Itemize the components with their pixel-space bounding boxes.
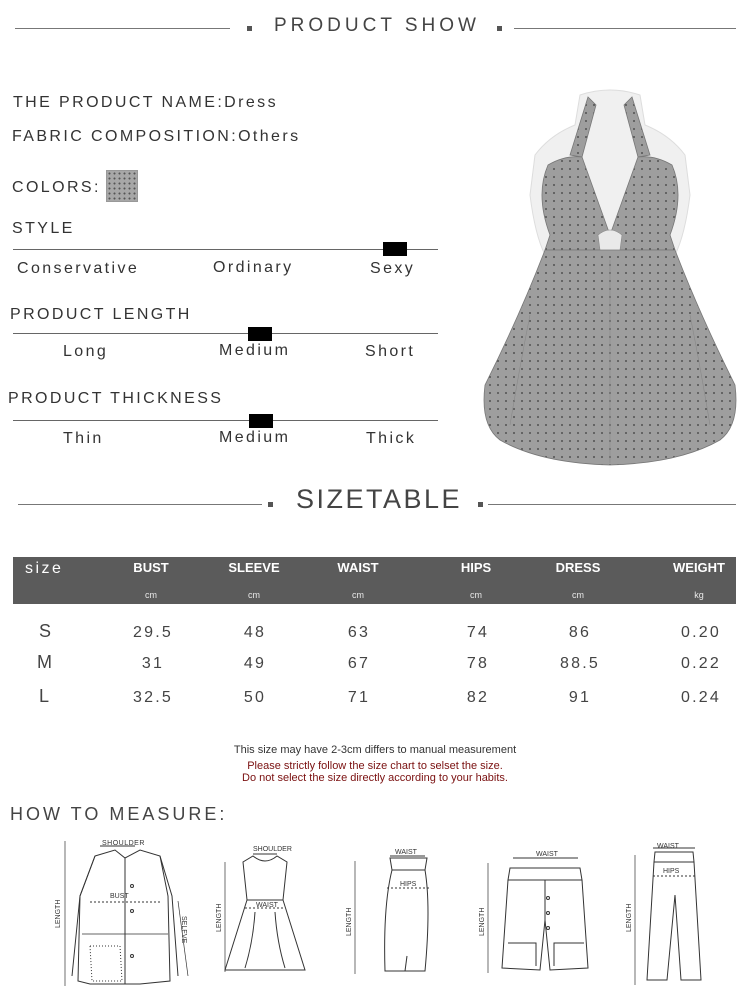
fabric-composition bbox=[12, 128, 300, 146]
thickness-option-thin: Thin bbox=[63, 430, 104, 447]
column-unit-dress: cm bbox=[572, 590, 584, 600]
measure-figure-shorts bbox=[478, 848, 618, 978]
label-seleve: SELEVE bbox=[180, 916, 187, 944]
scale-title-thickness: PRODUCT THICKNESS bbox=[8, 390, 224, 407]
measure-figure-jacket bbox=[50, 836, 200, 991]
cell-weight: 0.24 bbox=[681, 689, 721, 706]
column-header-hips: HIPS bbox=[460, 560, 492, 575]
label-waist: WAIST bbox=[395, 849, 417, 856]
header-rule-right bbox=[514, 28, 736, 29]
dress-product-image bbox=[470, 85, 750, 470]
cell-waist: 71 bbox=[347, 689, 371, 706]
thickness-option-thick: Thick bbox=[366, 430, 417, 447]
column-unit-bust: cm bbox=[145, 590, 157, 600]
column-header-bust: BUST bbox=[133, 560, 169, 575]
length-scale-marker bbox=[248, 327, 272, 341]
fabric-label: FABRIC COMPOSITION: bbox=[12, 128, 239, 145]
cell-dress: 88.5 bbox=[560, 655, 600, 672]
label-waist: WAIST bbox=[657, 843, 679, 850]
column-header-weight: WEIGHT bbox=[673, 560, 725, 575]
scale-title-length: PRODUCT LENGTH bbox=[10, 306, 192, 323]
size-warning-1: Please strictly follow the size chart to selset the size. bbox=[247, 760, 503, 772]
length-scale-line bbox=[13, 333, 438, 334]
sizetable-dot-right bbox=[478, 502, 483, 507]
label-bust: BUST bbox=[110, 893, 129, 900]
column-unit-hips: cm bbox=[470, 590, 482, 600]
column-header-sleeve: SLEEVE bbox=[228, 560, 280, 575]
cell-dress: 86 bbox=[568, 624, 592, 641]
how-to-measure-title: HOW TO MEASURE: bbox=[10, 804, 228, 824]
column-header-dress: DRESS bbox=[555, 560, 601, 575]
fabric-value: Others bbox=[238, 128, 301, 145]
cell-hips: 74 bbox=[466, 624, 490, 641]
cell-sleeve: 50 bbox=[243, 689, 267, 706]
cell-weight: 0.22 bbox=[681, 655, 721, 672]
cell-weight: 0.20 bbox=[681, 624, 721, 641]
color-swatch[interactable] bbox=[106, 170, 138, 202]
product-show-title: PRODUCT SHOW bbox=[274, 15, 480, 36]
style-option-conservative: Conservative bbox=[17, 260, 140, 277]
header-rule-left bbox=[15, 28, 230, 29]
label-hips: HIPS bbox=[400, 881, 417, 888]
cell-waist: 63 bbox=[347, 624, 371, 641]
cell-bust: 29.5 bbox=[133, 624, 173, 641]
size-warning-2: Do not select the size directly according to your habits. bbox=[242, 772, 508, 784]
scale-title-style: STYLE bbox=[12, 220, 75, 237]
style-option-ordinary: Ordinary bbox=[213, 259, 294, 276]
sizetable-dot-left bbox=[268, 502, 273, 507]
cell-sleeve: 48 bbox=[243, 624, 267, 641]
size-disclaimer: This size may have 2-3cm differs to manual measurement bbox=[233, 744, 517, 756]
column-unit-sleeve: cm bbox=[248, 590, 260, 600]
cell-dress: 91 bbox=[568, 689, 592, 706]
sizetable-rule-left bbox=[18, 504, 262, 505]
style-option-sexy: Sexy bbox=[370, 260, 416, 277]
column-header-waist: WAIST bbox=[337, 560, 379, 575]
length-option-long: Long bbox=[63, 343, 109, 360]
thickness-scale-line bbox=[13, 420, 438, 421]
cell-hips: 78 bbox=[466, 655, 490, 672]
thickness-option-medium: Medium bbox=[219, 429, 291, 446]
label-length: LENGTH bbox=[626, 903, 633, 932]
row-size: L bbox=[39, 686, 50, 706]
thickness-scale-marker bbox=[249, 414, 273, 428]
label-length: LENGTH bbox=[479, 907, 486, 936]
length-option-medium: Medium bbox=[219, 342, 291, 359]
size-column-header: size bbox=[25, 560, 64, 577]
label-shoulder: SHOULDER bbox=[102, 840, 145, 847]
column-unit-waist: cm bbox=[352, 590, 364, 600]
measure-figure-trousers bbox=[625, 840, 715, 990]
cell-bust: 31 bbox=[141, 655, 165, 672]
length-option-short: Short bbox=[365, 343, 416, 360]
style-scale-marker bbox=[383, 242, 407, 256]
product-name: THE PRODUCT NAME:Dress bbox=[13, 94, 278, 111]
cell-hips: 82 bbox=[466, 689, 490, 706]
measure-figure-dress bbox=[215, 842, 315, 982]
style-scale-line bbox=[13, 249, 438, 250]
label-length: LENGTH bbox=[55, 899, 62, 928]
sizetable-title: SIZETABLE bbox=[296, 484, 463, 514]
label-shoulder: SHOULDER bbox=[253, 846, 292, 853]
cell-sleeve: 49 bbox=[243, 655, 267, 672]
measure-figure-skirt bbox=[345, 846, 445, 986]
header-dot-right bbox=[497, 26, 502, 31]
row-size: S bbox=[39, 621, 52, 641]
label-length: LENGTH bbox=[346, 907, 353, 936]
row-size: M bbox=[37, 652, 52, 672]
label-waist: WAIST bbox=[256, 902, 278, 909]
sizetable-rule-right bbox=[488, 504, 736, 505]
column-unit-weight: kg bbox=[694, 590, 704, 600]
cell-waist: 67 bbox=[347, 655, 371, 672]
label-waist: WAIST bbox=[536, 851, 558, 858]
cell-bust: 32.5 bbox=[133, 689, 173, 706]
colors-label: COLORS: bbox=[12, 179, 101, 196]
label-hips: HIPS bbox=[663, 868, 680, 875]
label-length: LENGTH bbox=[216, 903, 223, 932]
header-dot-left bbox=[247, 26, 252, 31]
